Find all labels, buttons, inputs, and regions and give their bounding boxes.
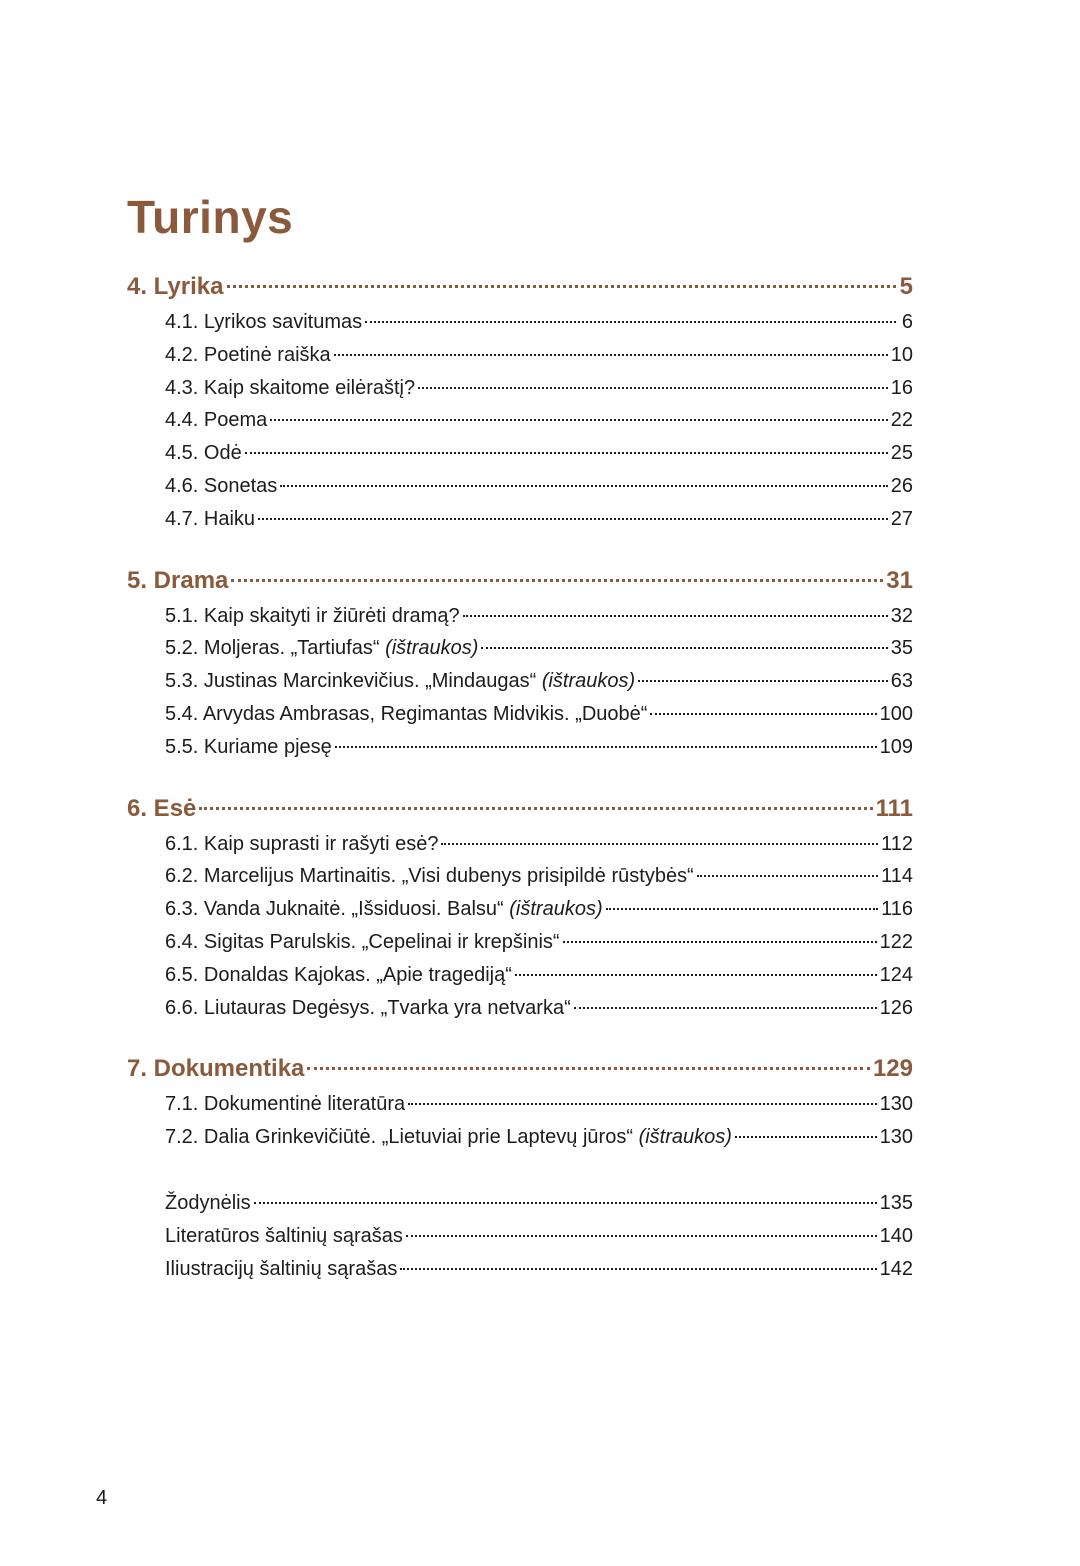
toc-entry[interactable] (127, 1220, 913, 1253)
toc-page-number: 142 (879, 1257, 913, 1280)
toc-entry-label: 6.4. Sigitas Parulskis. „Cepelinai ir krepšinis“ (165, 930, 560, 953)
toc-entry-label: 6.3. Vanda Juknaitė. „Išsiduosi. Balsu“ (ištraukos) (165, 898, 603, 921)
dot-leader (408, 1103, 876, 1105)
toc-entry[interactable] (127, 339, 913, 372)
toc-entry-label: 5.4. Arvydas Ambrasas, Regimantas Midvikis. „Duobė“ (165, 702, 648, 725)
toc-page-number: 111 (875, 794, 913, 822)
toc-page-number: 31 (886, 566, 913, 594)
toc-entry-label: 6.1. Kaip suprasti ir rašyti esė? (165, 832, 439, 855)
toc-page-number: 16 (890, 376, 913, 399)
toc-chapter-label: 5. Drama (127, 566, 229, 594)
toc-chapter-label: 4. Lyrika (127, 273, 224, 300)
dot-leader (406, 1235, 877, 1237)
toc-entry-label: 5.2. Moljeras. „Tartiufas“ (ištraukos) (165, 637, 479, 660)
toc-page-number: 5 (899, 273, 913, 300)
toc-entry-label: 4.3. Kaip skaitome eilėraštį? (165, 376, 416, 399)
toc-entry[interactable] (127, 503, 913, 536)
toc-page-number: 100 (879, 702, 913, 725)
toc-entry-label: 4.6. Sonetas (165, 474, 278, 497)
toc-entry-label: 5.3. Justinas Marcinkevičius. „Mindaugas“ (ištraukos) (165, 670, 636, 693)
toc-page-number: 26 (890, 474, 913, 497)
dot-leader (335, 746, 877, 748)
dot-leader (258, 518, 888, 520)
toc-entry[interactable] (127, 731, 913, 764)
toc-entry[interactable] (127, 306, 913, 339)
page-title: Turinys (127, 191, 294, 243)
toc-page-number: 112 (881, 832, 913, 855)
page-number: 4 (96, 1487, 108, 1509)
toc-entry-label: 6.6. Liutauras Degėsys. „Tvarka yra netvarka“ (165, 996, 571, 1019)
toc-page-number: 63 (890, 670, 913, 693)
toc-entry-label: 7.1. Dokumentinė literatūra (165, 1093, 406, 1116)
toc-entry[interactable] (127, 1253, 913, 1286)
toc-section-lyrika (127, 268, 913, 536)
toc-page-number: 114 (881, 865, 913, 888)
toc-entry[interactable] (127, 1088, 913, 1121)
dot-leader (515, 974, 877, 976)
toc-page-number: 129 (872, 1055, 913, 1083)
dot-leader (481, 647, 887, 649)
toc-page-number: 126 (879, 996, 913, 1019)
toc-chapter[interactable] (127, 562, 913, 600)
toc-entry-label: 5.1. Kaip skaityti ir žiūrėti dramą? (165, 604, 460, 627)
dot-leader (365, 321, 896, 323)
toc-entry-label: 4.4. Poema (165, 409, 268, 432)
toc-entry-label: 7.2. Dalia Grinkevičiūtė. „Lietuviai prie Laptevų jūros“ (ištraukos) (165, 1126, 732, 1149)
toc-page-number: 130 (879, 1093, 913, 1116)
toc-entry-label: Iliustracijų šaltinių sąrašas (165, 1257, 398, 1280)
toc-entry[interactable] (127, 959, 913, 992)
toc-entry-label: 4.5. Odė (165, 442, 242, 465)
dot-leader (199, 807, 872, 810)
toc-section-dokumentika (127, 1050, 913, 1154)
toc-entry[interactable] (127, 1121, 913, 1154)
toc-chapter[interactable] (127, 1050, 913, 1088)
dot-leader (418, 387, 888, 389)
toc-entry-label: 6.5. Donaldas Kajokas. „Apie tragediją“ (165, 963, 512, 986)
toc-section-appendices (127, 1187, 913, 1285)
toc-entry[interactable] (127, 893, 913, 926)
toc-entry[interactable] (127, 632, 913, 665)
toc-page-number: 122 (879, 930, 913, 953)
toc-entry[interactable] (127, 470, 913, 503)
toc-entry[interactable] (127, 860, 913, 893)
dot-leader (307, 1067, 870, 1070)
dot-leader (463, 615, 888, 617)
toc-page-number: 32 (890, 604, 913, 627)
toc-entry[interactable] (127, 828, 913, 861)
toc-entry[interactable] (127, 926, 913, 959)
toc-page-number: 135 (879, 1191, 913, 1214)
dot-leader (697, 875, 878, 877)
toc-entry[interactable] (127, 698, 913, 731)
toc-chapter-label: 6. Esė (127, 794, 197, 822)
toc-page-number: 25 (890, 442, 913, 465)
toc-entry[interactable] (127, 600, 913, 633)
dot-leader (254, 1202, 877, 1204)
dot-leader (400, 1268, 876, 1270)
dot-leader (735, 1136, 877, 1138)
dot-leader (606, 908, 878, 910)
toc-entry[interactable] (127, 404, 913, 437)
toc-section-drama (127, 562, 913, 764)
toc-page-number: 27 (890, 507, 913, 530)
dot-leader (334, 354, 888, 356)
table-of-contents (127, 268, 913, 1285)
toc-page-number: 10 (890, 343, 913, 366)
toc-page-number: 130 (879, 1126, 913, 1149)
toc-page-number: 109 (879, 735, 913, 758)
toc-entry[interactable] (127, 992, 913, 1025)
dot-leader (231, 579, 883, 582)
toc-entry-label: Literatūros šaltinių sąrašas (165, 1224, 403, 1247)
toc-entry[interactable] (127, 372, 913, 405)
dot-leader (441, 843, 878, 845)
toc-entry-label: 6.2. Marcelijus Martinaitis. „Visi dubenys prisipildė rūstybės“ (165, 865, 694, 888)
toc-section-ese (127, 790, 913, 1025)
toc-page-number: 35 (890, 637, 913, 660)
toc-page-number: 140 (879, 1224, 913, 1247)
toc-chapter[interactable] (127, 790, 913, 828)
dot-leader (563, 941, 877, 943)
dot-leader (638, 680, 888, 682)
toc-page-number: 22 (890, 409, 913, 432)
toc-page-number: 6 (901, 311, 913, 333)
toc-entry-label: 4.2. Poetinė raiška (165, 343, 331, 366)
dot-leader (280, 485, 887, 487)
dot-leader (574, 1007, 877, 1009)
toc-page-number: 116 (881, 898, 913, 921)
toc-entry-label: Žodynėlis (165, 1191, 251, 1214)
dot-leader (650, 713, 876, 715)
toc-entry[interactable] (127, 437, 913, 470)
toc-entry[interactable] (127, 665, 913, 698)
toc-entry-label: 5.5. Kuriame pjesę (165, 735, 332, 758)
dot-leader (270, 419, 887, 421)
toc-entry-label: 4.1. Lyrikos savitumas (165, 311, 363, 333)
toc-chapter[interactable] (127, 268, 913, 306)
toc-entry[interactable] (127, 1187, 913, 1220)
dot-leader (227, 285, 896, 288)
toc-chapter-label: 7. Dokumentika (127, 1055, 305, 1083)
toc-page-number: 124 (879, 963, 913, 986)
dot-leader (245, 452, 888, 454)
toc-entry-label: 4.7. Haiku (165, 507, 256, 530)
